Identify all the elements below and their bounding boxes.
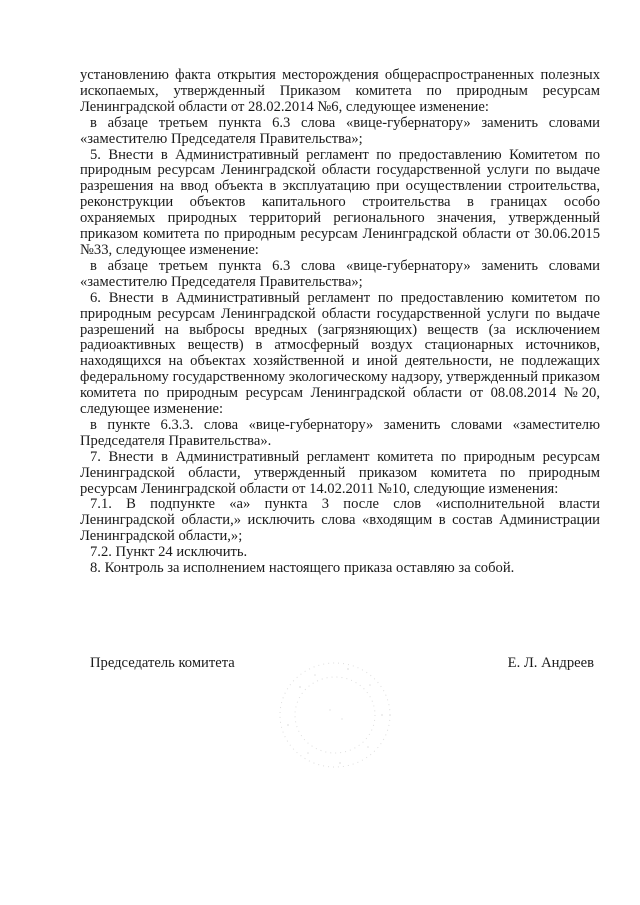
paragraph-amendment-4: в абзаце третьем пункта 6.3 слова «вице-губернатору» заменить словами «заместителю Председателя Правительства»; bbox=[80, 114, 600, 147]
paragraph-amendment-5: в абзаце третьем пункта 6.3 слова «вице-губернатору» заменить словами «заместителю Председателя Правительства»; bbox=[80, 257, 600, 290]
paragraph-item-8: 8. Контроль за исполнением настоящего приказа оставляю за собой. bbox=[90, 560, 515, 577]
signatory-title: Председатель комитета bbox=[90, 655, 235, 671]
paragraph-item-7: 7. Внести в Административный регламент комитета по природным ресурсам Ленинградской области, утвержденный приказом комитета по природным ресурсам Ленинградской области от 14.02.2011 №10, следующие изменения: bbox=[80, 448, 600, 497]
paragraph-continuation: установлению факта открытия месторождения общераспространенных полезных ископаемых, утвержденный Приказом комитета по природным ресурсам Ленинградской области от 28.02.2014 №6, следующее изменение: bbox=[80, 67, 600, 115]
paragraph-item-5: 5. Внести в Административный регламент по предоставлению Комитетом по природным ресурсам Ленинградской области государственной услуги по выдаче разрешения на ввод объекта в эксплуатацию при осуществлении строительства, реконструкции объектов капитального строительства в границах особо охраняемых природных территорий регионального значения, утвержденный приказом комитета по природным ресурсам Ленинградской области от 30.06.2015 №33, следующее изменение: bbox=[80, 146, 600, 258]
faint-stamp-image bbox=[270, 655, 400, 775]
signatory-name: Е. Л. Андреев bbox=[507, 655, 594, 671]
paragraph-amendment-6: в пункте 6.3.3. слова «вице-губернатору» заменить словами «заместителю Председателя Правительства». bbox=[80, 416, 600, 449]
paragraph-item-7-1: 7.1. В подпункте «а» пункта 3 после слов «исполнительной власти Ленинградской области,» исключить слова «входящим в состав Администрации Ленинградской области,»; bbox=[80, 496, 600, 545]
paragraph-item-6: 6. Внести в Административный регламент по предоставлению комитетом по природным ресурсам Ленинградской области государственной услуги по выдаче разрешений на выбросы вредных (загрязняющих) веществ (за исключением радиоактивных веществ) в атмосферный воздух стационарных источников, находящихся на объектах хозяйственной и иной деятельности, не подлежащих федеральному государственному экологическому надзору, утвержденный приказом комитета по природным ресурсам Ленинградской области от 08.08.2014 №20, следующее изменение: bbox=[80, 289, 600, 418]
document-body bbox=[80, 68, 600, 577]
paragraph-item-7-2: 7.2. Пункт 24 исключить. bbox=[90, 544, 248, 561]
